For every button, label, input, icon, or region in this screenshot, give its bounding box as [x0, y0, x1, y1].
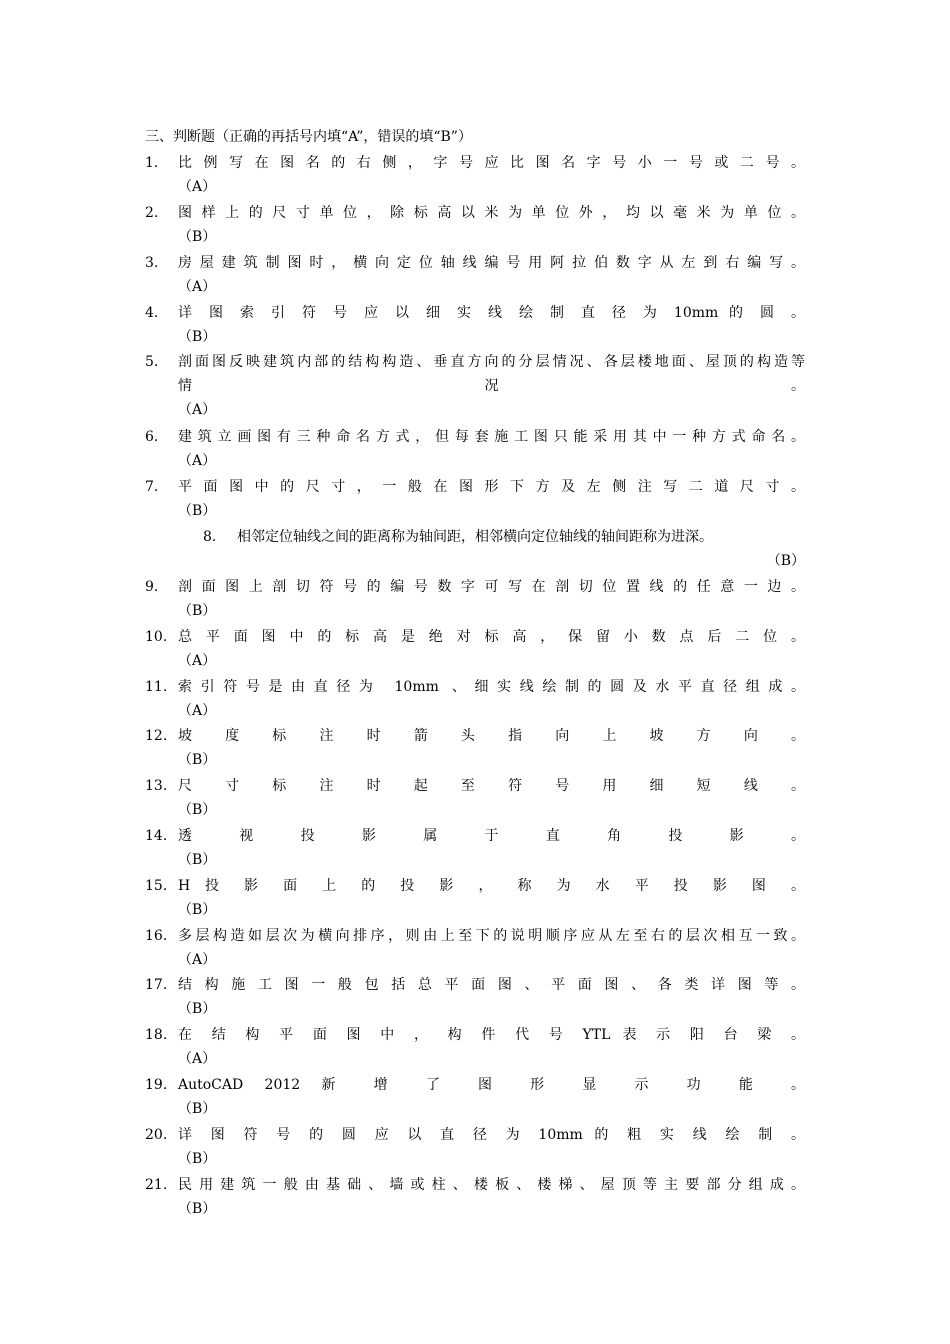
question-number: 1. — [145, 155, 159, 171]
question-text: 剖面图上剖切符号的编号数字可写在剖切位置线的任意一边。 — [178, 579, 805, 595]
question-answer: （A） — [178, 402, 217, 418]
question-text-part: 况 — [484, 378, 499, 394]
question-item — [145, 627, 805, 673]
question-text: 相邻定位轴线之间的距离称为轴间距，相邻横向定位轴线的轴间距称为进深。 — [237, 529, 713, 545]
question-text: 尺 寸 标 注 时 起 至 符 号 用 细 短 线 。 — [178, 778, 805, 794]
question-item — [145, 826, 805, 872]
question-number: 18. — [145, 1027, 168, 1043]
question-number: 8. — [203, 529, 217, 545]
question-text-part: 情 — [178, 378, 192, 394]
question-item — [145, 303, 805, 349]
question-answer: （A） — [178, 653, 217, 669]
question-item — [145, 677, 805, 723]
question-number: 20. — [145, 1127, 168, 1143]
question-answer: （B） — [178, 503, 217, 519]
question-answer: （B） — [178, 229, 217, 245]
question-number: 4. — [145, 305, 159, 321]
question-text: 详 图 索 引 符 号 应 以 细 实 线 绘 制 直 径 为 10mm 的 圆 。 — [178, 305, 805, 321]
question-number: 5. — [145, 354, 159, 370]
question-text-part: 。 — [791, 378, 805, 394]
question-text-continuation — [178, 376, 805, 396]
question-number: 2. — [145, 205, 159, 221]
question-number: 13. — [145, 778, 168, 794]
question-text: 剖面图反映建筑内部的结构构造、垂直方向的分层情况、各层楼地面、屋顶的构造等 — [178, 354, 805, 370]
question-text: 比 例 写 在 图 名 的 右 侧 ， 字 号 应 比 图 名 字 号 小 一 号 或 二 号 。 — [178, 155, 805, 171]
question-answer: （B） — [178, 902, 217, 918]
question-number: 10. — [145, 629, 168, 645]
question-item — [145, 1025, 805, 1071]
question-item — [145, 203, 805, 249]
question-text: 总 平 面 图 中 的 标 高 是 绝 对 标 高 ， 保 留 小 数 点 后 二 位 。 — [178, 629, 805, 645]
question-item — [145, 477, 805, 523]
question-number: 17. — [145, 977, 168, 993]
question-item — [145, 926, 805, 972]
question-number: 12. — [145, 728, 168, 744]
question-item — [145, 352, 805, 422]
question-number: 16. — [145, 928, 168, 944]
question-answer: （A） — [178, 179, 217, 195]
question-answer: （A） — [178, 1051, 217, 1067]
question-text: 透 视 投 影 属 于 直 角 投 影 。 — [178, 828, 805, 844]
question-number: 21. — [145, 1177, 168, 1193]
question-item — [145, 975, 805, 1021]
question-text: H 投 影 面 上 的 投 影 ， 称 为 水 平 投 影 图 。 — [178, 878, 805, 894]
question-answer: （B） — [766, 553, 805, 569]
question-answer: （B） — [178, 752, 217, 768]
question-item — [145, 776, 805, 822]
question-number: 15. — [145, 878, 168, 894]
question-item — [145, 1125, 805, 1171]
question-text: 结 构 施 工 图 一 般 包 括 总 平 面 图 、 平 面 图 、 各 类 详 图 等 。 — [178, 977, 805, 993]
question-number: 19. — [145, 1077, 168, 1093]
question-text: 多层构造如层次为横向排序，则由上至下的说明顺序应从左至右的层次相互一致。 — [178, 928, 805, 944]
question-answer: （A） — [178, 703, 217, 719]
question-item — [145, 253, 805, 299]
question-number: 6. — [145, 429, 159, 445]
question-text: AutoCAD 2012 新 增 了 图 形 显 示 功 能 。 — [178, 1077, 805, 1093]
question-text: 详 图 符 号 的 圆 应 以 直 径 为 10mm 的 粗 实 线 绘 制 。 — [178, 1127, 805, 1143]
question-answer: （B） — [178, 329, 217, 345]
question-item — [145, 577, 805, 623]
question-answer: （B） — [178, 802, 217, 818]
question-item — [145, 527, 805, 573]
question-answer: （B） — [178, 1151, 217, 1167]
question-text: 建筑立画图有三种命名方式，但每套施工图只能采用其中一种方式命名。 — [178, 429, 805, 445]
question-text: 在 结 构 平 面 图 中 ， 构 件 代 号 YTL 表 示 阳 台 梁 。 — [178, 1027, 805, 1043]
question-number: 3. — [145, 255, 159, 271]
question-number: 7. — [145, 479, 159, 495]
question-number: 14. — [145, 828, 168, 844]
question-number: 9. — [145, 579, 159, 595]
question-answer: （B） — [178, 1201, 217, 1217]
question-item — [145, 876, 805, 922]
question-item — [145, 1075, 805, 1121]
question-answer: （B） — [178, 1101, 217, 1117]
question-answer: （B） — [178, 852, 217, 868]
question-text: 民用建筑一般由基础、墙或柱、楼板、楼梯、屋顶等主要部分组成。 — [178, 1177, 805, 1193]
question-item — [145, 1175, 805, 1221]
question-item — [145, 153, 805, 199]
question-answer: （B） — [178, 603, 217, 619]
question-text: 房屋建筑制图时，横向定位轴线编号用阿拉伯数字从左到右编写。 — [178, 255, 805, 271]
question-text: 坡 度 标 注 时 箭 头 指 向 上 坡 方 向 。 — [178, 728, 805, 744]
question-text: 平 面 图 中 的 尺 寸 ， 一 般 在 图 形 下 方 及 左 侧 注 写 二 道 尺 寸 。 — [178, 479, 805, 495]
section-heading: 三、判断题（正确的再括号内填“A”，错误的填“B”） — [145, 129, 472, 145]
question-answer: （A） — [178, 453, 217, 469]
question-item — [145, 427, 805, 473]
question-answer: （B） — [178, 1001, 217, 1017]
question-answer: （A） — [178, 279, 217, 295]
question-answer: （A） — [178, 952, 217, 968]
question-number: 11. — [145, 679, 168, 695]
question-item — [145, 726, 805, 772]
question-text: 图 样 上 的 尺 寸 单 位 ， 除 标 高 以 米 为 单 位 外 ， 均 以 毫 米 为 单 位 。 — [178, 205, 805, 221]
question-text: 索引符号是由直径为 10mm 、细实线绘制的圆及水平直径组成。 — [178, 679, 805, 695]
